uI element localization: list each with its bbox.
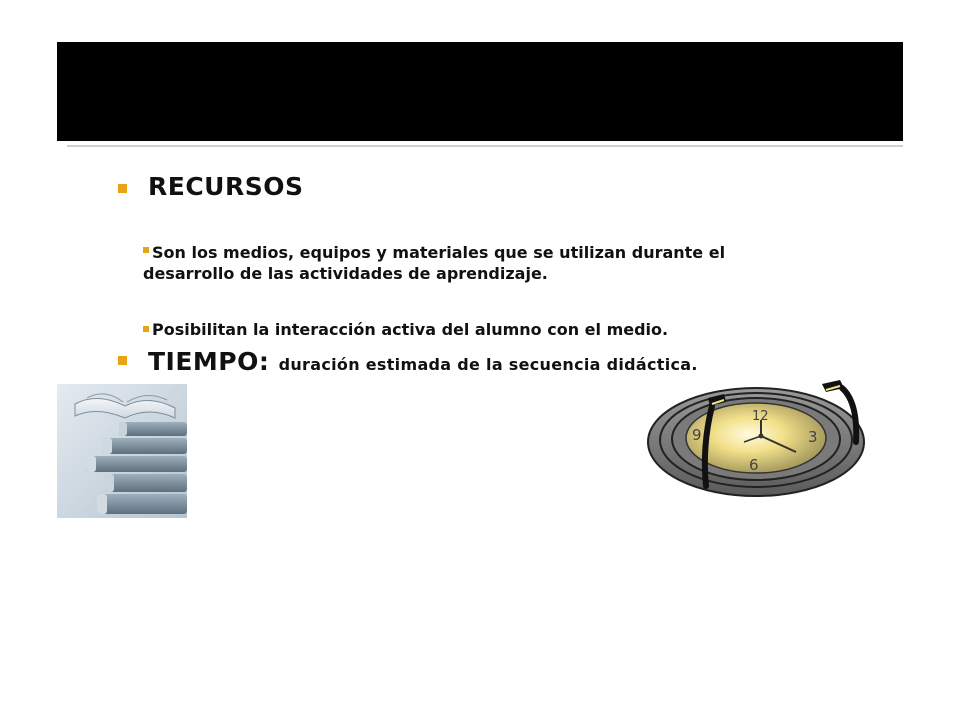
clock-number-9: 9: [692, 426, 702, 444]
clock-number-12: 12: [752, 409, 769, 424]
tiempo-description: duración estimada de la secuencia didáctica.: [278, 355, 698, 374]
recursos-line-2: desarrollo de las actividades de aprendizaje.: [143, 264, 548, 283]
bullet-tiempo: [118, 356, 127, 365]
heading-tiempo: TIEMPO:: [148, 347, 270, 376]
bullet-sub-2: [143, 326, 149, 332]
stacked-books-image: [57, 384, 187, 518]
title-bar: [57, 42, 903, 141]
heading-tiempo-line: [148, 347, 698, 376]
recursos-line-3: Posibilitan la interacción activa del alumno con el medio.: [152, 320, 669, 339]
clock-number-6: 6: [749, 456, 759, 474]
clock-image: [646, 376, 872, 502]
title-divider: [67, 145, 903, 147]
bullet-sub-1: [143, 247, 149, 253]
clock-number-3: 3: [808, 428, 818, 446]
bullet-recursos: [118, 184, 127, 193]
recursos-line-1: Son los medios, equipos y materiales que se utilizan durante el: [152, 243, 726, 262]
heading-recursos: RECURSOS: [148, 172, 304, 201]
